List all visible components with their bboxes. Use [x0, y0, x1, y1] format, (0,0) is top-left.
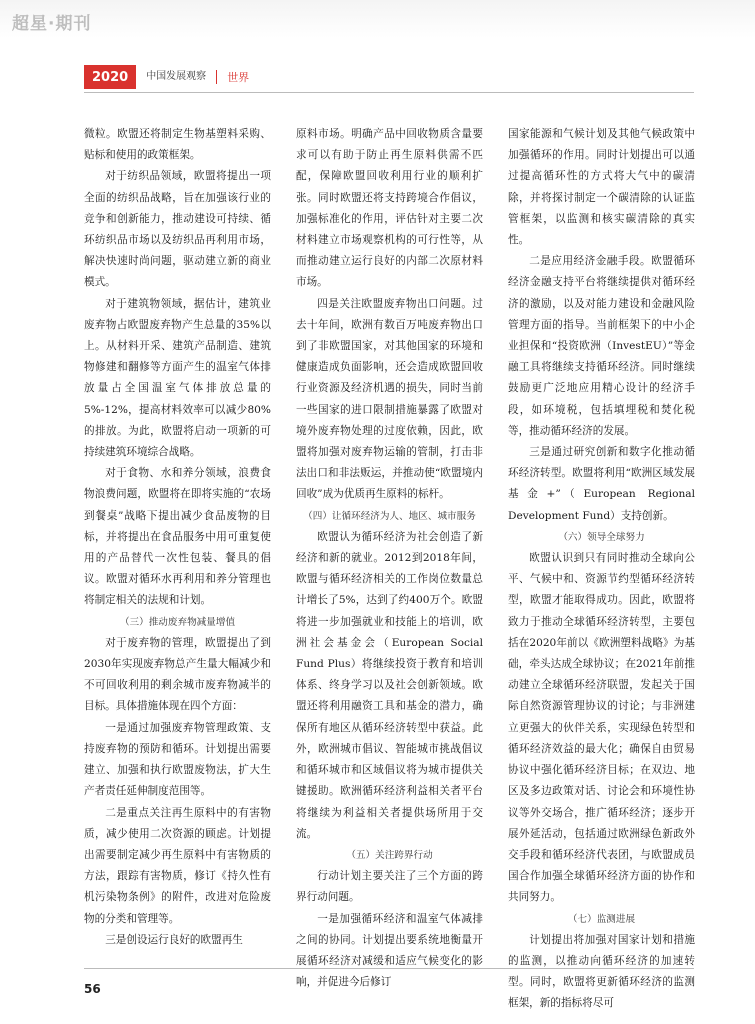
footer-divider	[84, 968, 694, 969]
paragraph: 对于废弃物的管理，欧盟提出了到2030年实现废弃物总产生量大幅减少和不可回收利用的剩余城市废弃物减半的目标。具体措施体现在四个方面：	[84, 636, 271, 713]
paragraph: 微粒。欧盟还将制定生物基塑料采购、贴标和使用的政策框架。	[84, 128, 271, 162]
paragraph: 二是重点关注再生原料中的有害物质，减少使用二次资源的顾虑。计划提出需要制定减少再生原料中有害物质的方法，跟踪有害物质，修订《持久性有机污染物条例》的附件，改进对危险废物的分类和管理等。	[84, 806, 271, 925]
year-badge: 2020	[84, 65, 136, 89]
text-column-1	[84, 124, 271, 964]
subsection-heading: （五）关注跨界行动	[346, 849, 433, 861]
page-header	[84, 64, 694, 90]
paragraph: 欧盟认为循环经济为社会创造了新经济和新的就业。2012到2018年间，欧盟与循环经济相关的工作岗位数量总计增长了5%，达到了约400万个。欧盟将进一步加强就业和技能上的培训，欧洲社会基金会（European Social Fund Plus）将继续投资于教育和培训体系、终身学习以及社会创新领域。欧盟还将利用融资工具和基金的潜力，确保所有地区从循环经济转型中获益。此外，欧洲城市倡议、智能城市挑战倡议和循环城市和区域倡议将为城市提供关键援助。欧洲循环经济利益相关者平台将继续为利益相关者提供场所用于交流。	[296, 530, 483, 840]
header-divider	[84, 92, 694, 93]
paragraph: 对于建筑物领域，据估计，建筑业废弃物占欧盟废弃物产生总量的35%以上。从材料开采、建筑产品制造、建筑物修建和翻修等方面产生的温室气体排放量占全国温室气体排放总量的5%-12%，提高材料效率可以减少80%的排放。为此，欧盟将启动一项新的可持续建筑环境综合战略。	[84, 297, 271, 459]
subsection-heading: （七）监测进展	[567, 913, 636, 925]
subsection-heading: （六）领导全球努力	[558, 531, 645, 543]
paragraph: 行动计划主要关注了三个方面的跨界行动问题。	[296, 870, 483, 904]
paragraph: 一是加强循环经济和温室气体减排之间的协同。计划提出要系统地衡量开展循环经济对减缓和适应气候变化的影响，并促进今后修订	[296, 912, 483, 989]
text-column-2	[296, 124, 483, 989]
paragraph: 四是关注欧盟废弃物出口问题。过去十年间，欧洲有数百万吨废弃物出口到了非欧盟国家，对其他国家的环境和健康造成负面影响，还会造成欧盟回收行业资源及经济机遇的损失，同时当前一些国家的进口限制措施暴露了欧盟对境外废弃物处理的过度依赖，因此，欧盟将加强对废弃物运输的管制，打击非法出口和非法贩运，并推动使“欧盟境内回收”成为优质再生原料的标杆。	[296, 297, 483, 501]
paragraph: 欧盟认识到只有同时推动全球向公平、气候中和、资源节约型循环经济转型，欧盟才能取得成功。因此，欧盟将致力于推动全球循环经济转型，主要包括在2020年前以《欧洲塑料战略》为基础，牵头达成全球协议；在2021年前推动建立全球循环经济联盟，发起关于国际自然资源管理协议的讨论；与非洲建立更强大的伙伴关系，实现绿色转型和循环经济效益的最大化；确保自由贸易协议中强化循环经济目标；在双边、地区及多边政策对话、讨论会和环境性协议等外交场合，推广循环经济；逐步开展外延活动，包括通过欧洲绿色新政外交手段和循环经济代表团，与欧盟成员国合作加强全球循环经济方面的协作和共同努力。	[508, 552, 695, 904]
watermark-logo: 超星·期刊	[12, 14, 92, 34]
subsection-heading: （四）让循环经济为人、地区、城市服务	[303, 510, 476, 522]
top-strip	[0, 0, 755, 38]
journal-title: 中国发展观察	[146, 70, 217, 84]
paragraph: 计划提出将加强对国家计划和措施的监测，以推动向循环经济的加速转型。同时，欧盟将更新循环经济的监测框架，新的指标将尽可	[508, 933, 695, 1010]
paragraph: 二是应用经济金融手段。欧盟循环经济金融支持平台将继续提供对循环经济的激励，以及对能力建设和金融风险管理方面的指导。当前框架下的中小企业担保和“投资欧洲（InvestEU）”等金融工具将继续支持循环经济。同时继续鼓励更广泛地应用精心设计的经济手段，如环境税，包括填埋税和焚化税等，推动循环经济的发展。	[508, 255, 695, 437]
section-label: 世界	[227, 71, 250, 84]
paragraph: 对于纺织品领域，欧盟将提出一项全面的纺织品战略，旨在加强该行业的竞争和创新能力，推动建设可持续、循环纺织品市场以及纺织品再利用市场，解决快速时尚问题，驱动建立新的商业模式。	[84, 170, 271, 289]
paragraph: 对于食物、水和养分领域，浪费食物浪费问题，欧盟将在即将实施的“农场到餐桌”战略下提出减少食品废物的目标，并将提出在食品服务中用可重复使用的产品替代一次性包装、餐具的倡议。欧盟对循环水再利用和养分管理也将制定相关的法规和计划。	[84, 467, 271, 607]
paragraph: 三是创设运行良好的欧盟再生	[105, 933, 243, 946]
text-column-3	[508, 124, 695, 1010]
subsection-heading: （三）推动废弃物减量增值	[119, 616, 236, 628]
page-number: 56	[84, 982, 101, 996]
paragraph: 原料市场。明确产品中回收物质含量要求可以有助于防止再生原料供需不匹配，保障欧盟回收利用行业的顺利扩张。同时欧盟还将支持跨境合作倡议，加强标准化的作用，评估针对主要二次材料建立市场观察机构的可行性等，从而推动建立运行良好的内部二次原材料市场。	[296, 128, 483, 289]
paragraph: 一是通过加强废弃物管理政策、支持废弃物的预防和循环。计划提出需要建立、加强和执行欧盟废物法，扩大生产者责任延伸制度范围等。	[84, 721, 271, 798]
paragraph: 国家能源和气候计划及其他气候政策中加强循环的作用。同时计划提出可以通过提高循环性的方式将大气中的碳清除，并将探讨制定一个碳清除的认证监管框架，以监测和核实碳清除的真实性。	[508, 128, 695, 247]
paragraph: 三是通过研究创新和数字化推动循环经济转型。欧盟将利用“欧洲区域发展基金+”（European Regional Development Fund）支持创新。	[508, 446, 695, 522]
